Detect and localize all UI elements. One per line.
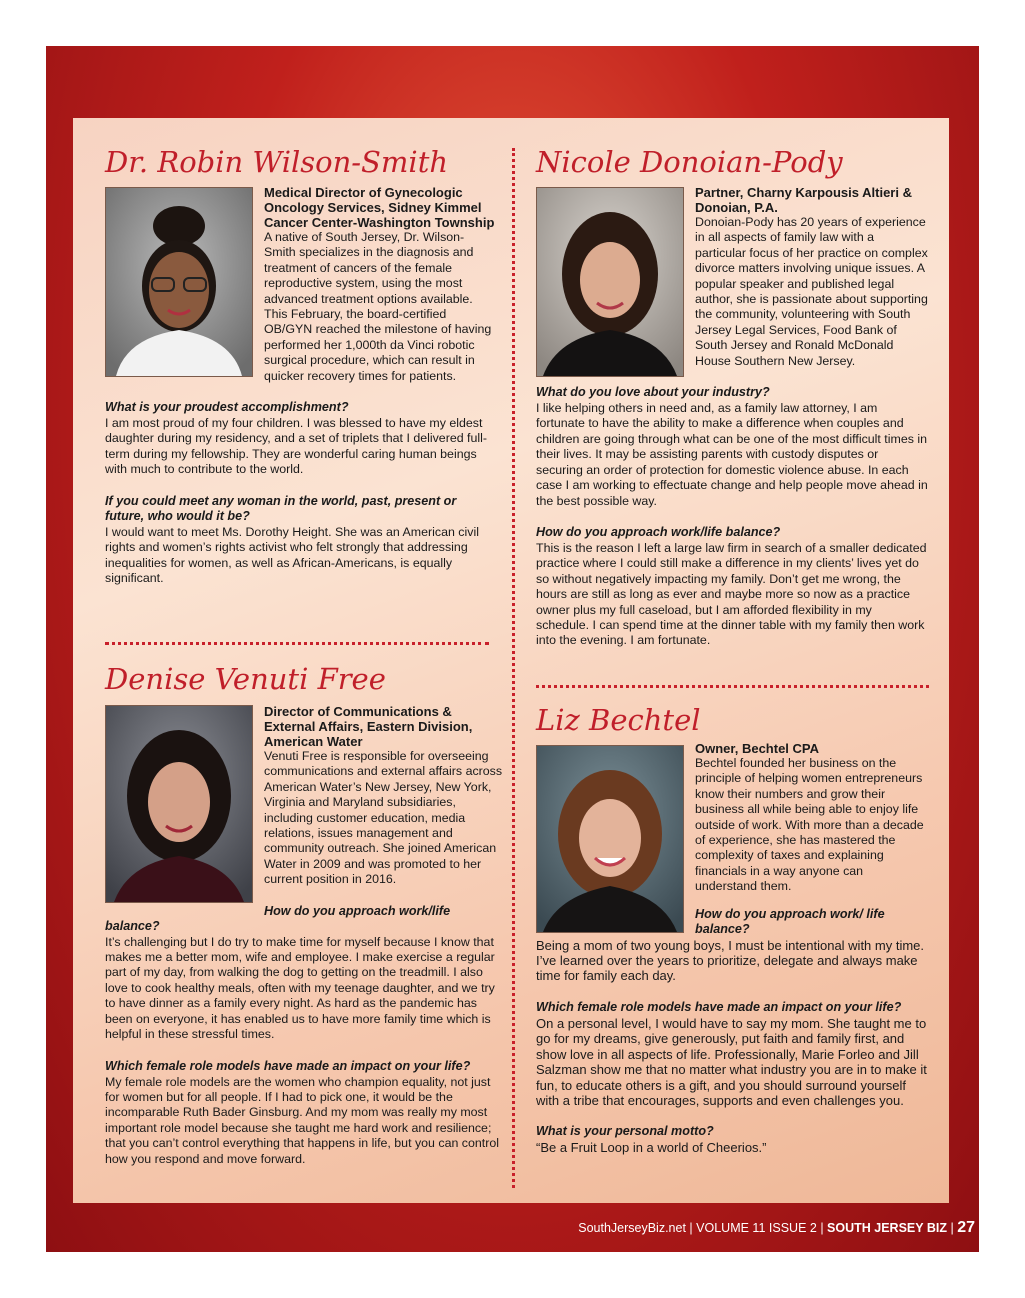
profile-name: Liz Bechtel: [536, 703, 701, 737]
portrait-denise: [105, 705, 253, 903]
question: If you could meet any woman in the world, past, present or future, who would it be?: [105, 493, 457, 523]
question: How do you approach work/life balance?: [105, 903, 451, 933]
profile-name: Dr. Robin Wilson-Smith: [105, 145, 449, 179]
column-divider: [512, 148, 515, 1188]
profile-bio: Donoian-Pody has 20 years of experience in all aspects of family law with a particular focus of her practice on complex divorce matters involving unique issues. A popular speaker and published legal author, she is passionate about supporting the community, volunteering with South Jersey Legal Services, Food Bank of South Jersey and Ronald McDonald House Southern New Jersey.: [695, 215, 928, 368]
portrait-robin: [105, 187, 253, 377]
profile-title: Medical Director of Gynecologic Oncology Services, Sidney Kimmel Cancer Center-Washington Township: [264, 185, 495, 230]
answer: “Be a Fruit Loop in a world of Cheerios.”: [536, 1140, 767, 1156]
answer: Being a mom of two young boys, I must be intentional with my time. I’ve learned over the years to prioritize, delegate and always make time for family each day.: [536, 937, 925, 984]
question: What is your personal motto?: [536, 1124, 714, 1139]
answer: I would want to meet Ms. Dorothy Height. She was an American civil rights and women’s rights activist who felt strongly that addressing inequalities for women, as well as African-Americans, is equally significant.: [105, 524, 479, 585]
answer: My female role models are the women who champion equality, not just for women but for all people. If I had to pick one, it would be the incomparable Ruth Bader Ginsburg. And my mom was really my most important role model because she taught me hard work and resilience; that you can’t control everything that happens in life, but you can control how you respond and move forward.: [105, 1074, 499, 1166]
question: Which female role models have made an impact on your life?: [536, 999, 902, 1014]
footer-separator: |: [689, 1221, 693, 1235]
question: How do you approach work/life balance?: [536, 524, 781, 539]
footer-issue: ISSUE 2: [768, 1221, 817, 1235]
profile-title: Owner, Bechtel CPA: [695, 741, 820, 756]
footer-separator: |: [950, 1221, 954, 1235]
footer-site: SouthJerseyBiz.net: [578, 1221, 686, 1235]
question: What do you love about your industry?: [536, 385, 770, 400]
profile-bio: Bechtel founded her business on the principle of helping women entrepreneurs know their numbers and grow their business all while being able to enjoy life outside of work. With more than a decade of experience, she has mastered the complexity of taxes and explaining financials in a way anyone can understand them.: [695, 756, 924, 894]
footer-separator: |: [820, 1221, 824, 1235]
page-footer: [578, 1219, 975, 1237]
portrait-nicole: [536, 187, 684, 377]
profile-name: Nicole Donoian-Pody: [536, 145, 843, 179]
divider: [105, 642, 489, 645]
footer-magazine: SOUTH JERSEY BIZ: [827, 1221, 947, 1235]
question: Which female role models have made an impact on your life?: [105, 1058, 471, 1073]
profile-bio: A native of South Jersey, Dr. Wilson-Smith specializes in the diagnosis and treatment of cancers of the female reproductive system, using the most advanced treatment options available. This February, the board-certified OB/GYN reached the milestone of having performed her 1,000th da Vinci robotic surgical procedure, which can result in quicker recovery times for patients.: [264, 230, 492, 383]
portrait-liz: [536, 745, 684, 933]
answer: This is the reason I left a large law firm in search of a smaller dedicated practice where I could still make a difference in my clients’ lives yet do so without negatively impacting my family. Don’t get me wrong, the hours are still as long as ever and maybe more so now as a practice owner plus my full caseload, but I am afforded flexibility in my schedule. I can spend time at the dinner table with my family then work into the evening. I am fortunate.: [536, 540, 927, 648]
profile-title: Director of Communications & External Affairs, Eastern Division, American Water: [264, 704, 473, 749]
question: What is your proudest accomplishment?: [105, 400, 349, 415]
answer: On a personal level, I would have to say my mom. She taught me to go for my dreams, give generously, put faith and family first, and show love in all aspects of life. Professionally, Marie Forleo and Jill Salzman show me that no matter what industry you are in to make it fun, to educate others is a gift, and you should surround yourself with a tribe that encourages, supports and even challenges you.: [536, 1015, 927, 1108]
question: How do you approach work/ life balance?: [695, 906, 885, 936]
footer-volume: VOLUME 11: [696, 1221, 766, 1235]
profile-bio: Venuti Free is responsible for overseeing communications and external affairs across American Water’s New Jersey, New York, Virginia and Maryland subsidiaries, including customer education, media relations, issues management and community outreach. She joined American Water in 2009 and was promoted to her current position in 2016.: [264, 749, 503, 887]
page-number: 27: [957, 1219, 975, 1236]
answer: I like helping others in need and, as a family law attorney, I am fortunate to have the ability to make a difference when couples and children are going through what can be one of the most difficult times in their lives. It may be assisting parents with custody disputes or securing an order of protection for domestic violence abuse. In each case I am working to effectuate change and help people move ahead in the best possible way.: [536, 401, 928, 508]
answer: It’s challenging but I do try to make time for myself because I know that makes me a better mom, wife and employee. I make exercise a regular part of my day, from walking the dog to getting on the treadmill. I also love to cook healthy meals, often with my teenage daughter, and we try to have dinner as a family every night. As hard as the pandemic has been on everyone, it has enabled us to have more family time which is helpful in these stressful times.: [105, 934, 495, 1042]
profile-title: Partner, Charny Karpousis Altieri & Donoian, P.A.: [695, 185, 912, 215]
divider: [536, 685, 929, 688]
profile-name: Denise Venuti Free: [105, 662, 386, 696]
answer: I am most proud of my four children. I was blessed to have my eldest daughter during my residency, and a set of triplets that I delivered full-term during my fellowship. They are wonderful caring human beings with much to contribute to the world.: [105, 416, 488, 477]
